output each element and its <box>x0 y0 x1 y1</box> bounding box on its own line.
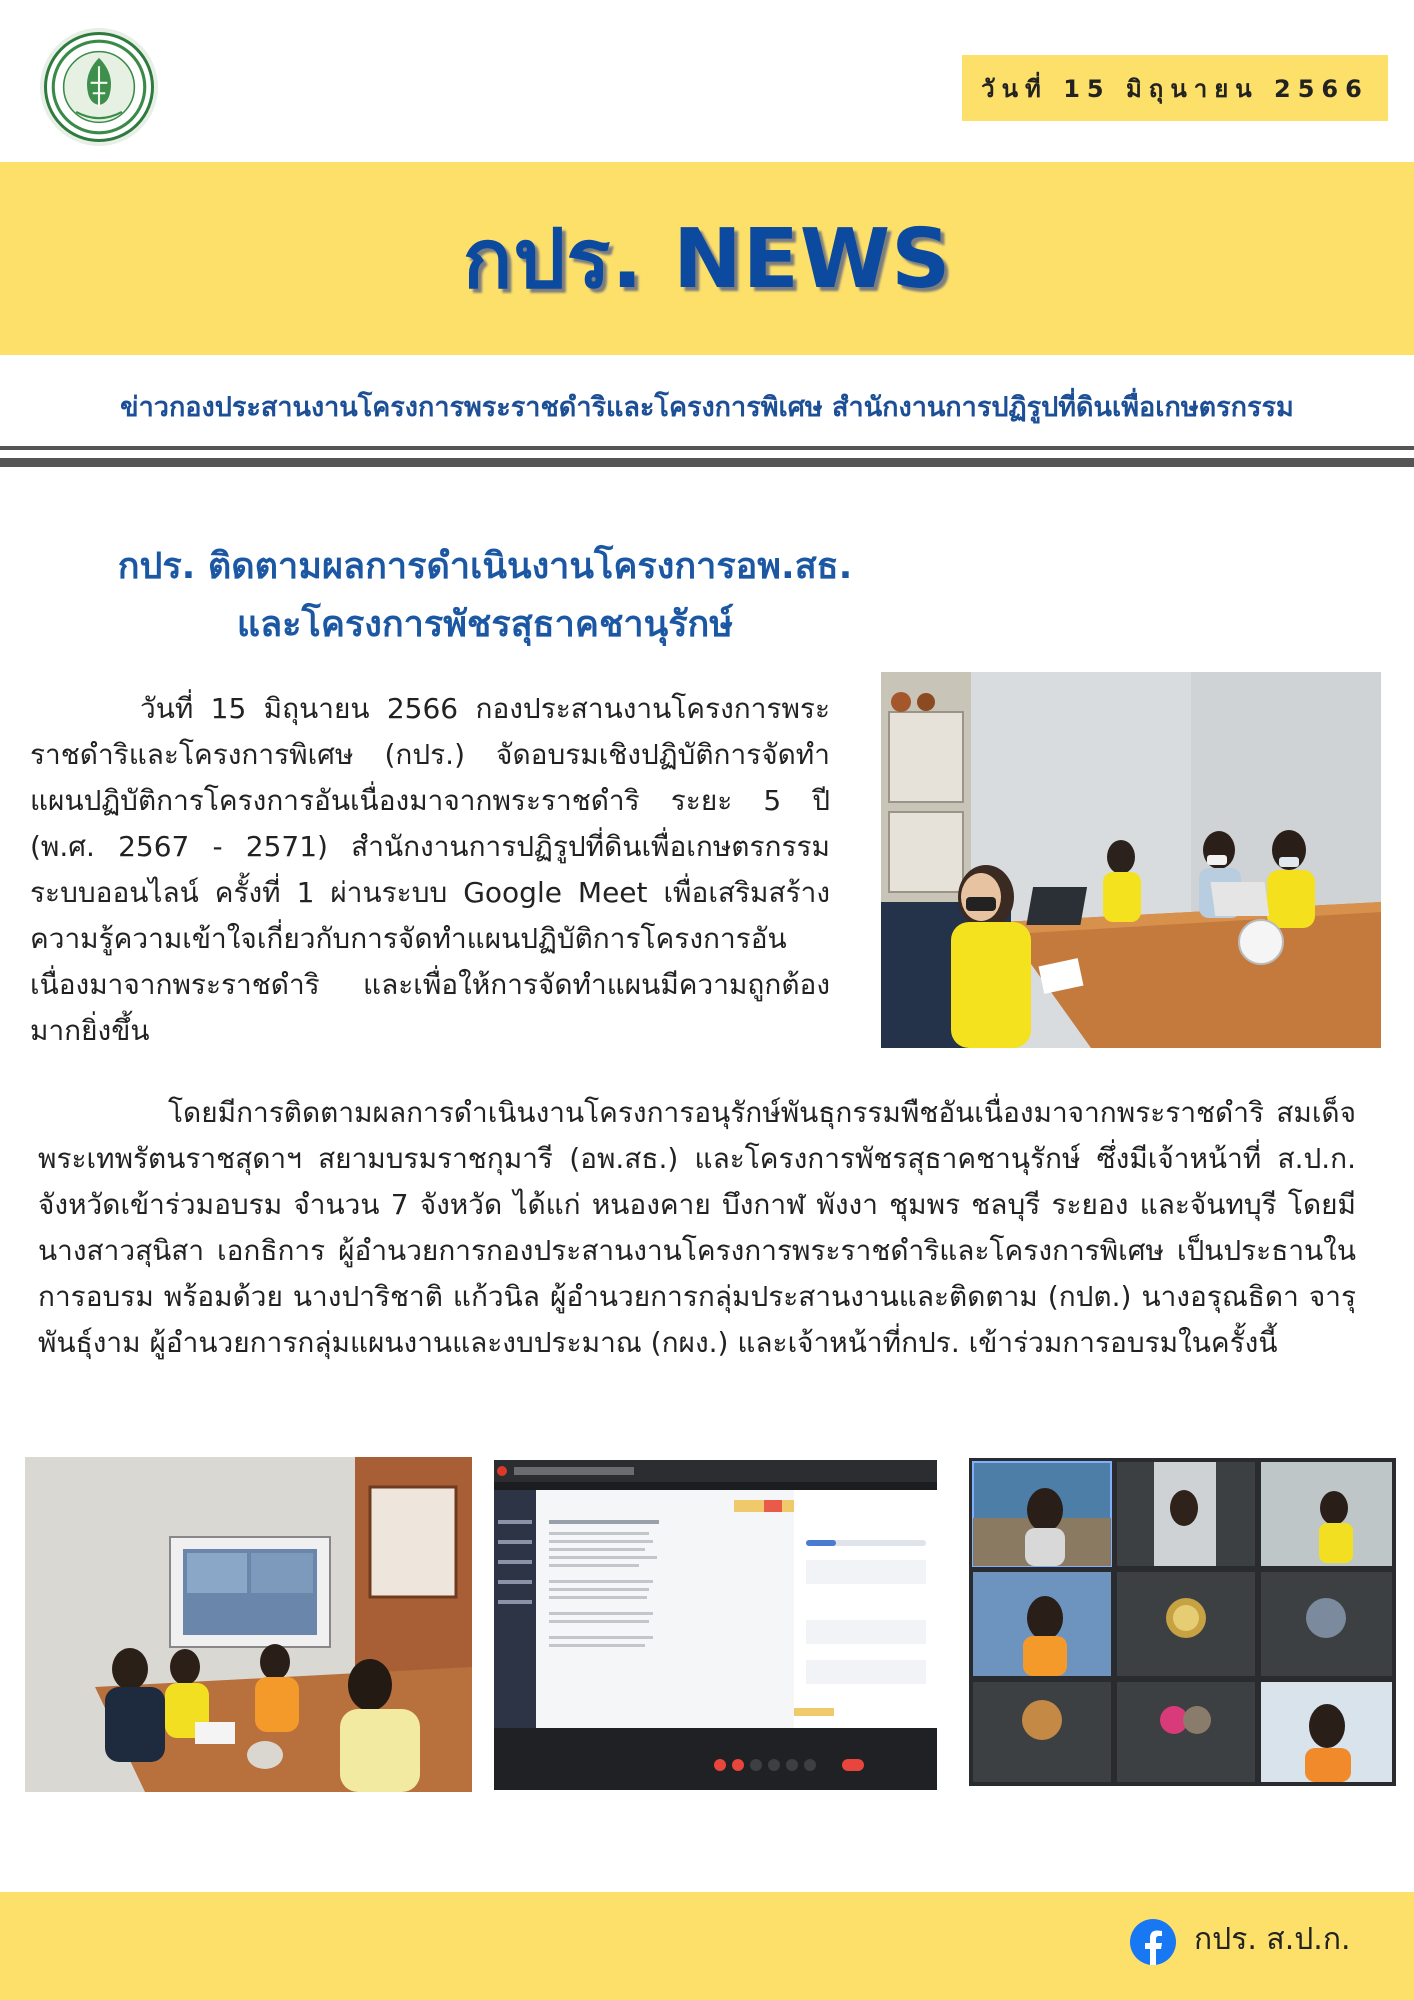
masthead-title: กปร. NEWS <box>462 211 952 307</box>
divider-thick <box>0 458 1414 467</box>
article-headline <box>40 538 930 654</box>
facebook-icon[interactable] <box>1130 1919 1176 1965</box>
training-room-photo <box>25 1457 472 1792</box>
video-call-grid-photo <box>969 1458 1396 1786</box>
article-paragraph-1: วันที่ 15 มิถุนายน 2566 กองประสานงานโครงการพระราชดำริและโครงการพิเศษ (กปร.) จัดอบรมเชิงปฏิบัติการจัดทำแผนปฏิบัติการโครงการอันเนื่องมาจากพระราชดำริ ระยะ 5 ปี (พ.ศ. 2567 - 2571) สำนักงานการปฏิรูปที่ดินเพื่อเกษตรกรรม ระบบออนไลน์ ครั้งที่ 1 ผ่านระบบ Google Meet เพื่อเสริมสร้างความรู้ความเข้าใจเกี่ยวกับการจัดทำแผนปฏิบัติการโครงการอันเนื่องมาจากพระราชดำริ และเพื่อให้การจัดทำแผนมีความถูกต้องมากยิ่งขึ้น <box>30 692 830 1047</box>
alro-logo <box>44 32 154 142</box>
meeting-room-photo <box>881 672 1381 1048</box>
masthead-subtitle: ข่าวกองประสานงานโครงการพระราชดำริและโครงการพิเศษ สำนักงานการปฏิรูปที่ดินเพื่อเกษตรกรรม <box>120 392 1294 423</box>
article-paragraph-2: โดยมีการติดตามผลการดำเนินงานโครงการอนุรักษ์พันธุกรรมพืชอันเนื่องมาจากพระราชดำริ สมเด็จพระเทพรัตนราชสุดาฯ สยามบรมราชกุมารี (อพ.สธ.) และโครงการพัชรสุธาคชานุรักษ์ ซึ่งมีเจ้าหน้าที่ ส.ป.ก. จังหวัดเข้าร่วมอบรม จำนวน 7 จังหวัด ได้แก่ หนองคาย บึงกาฬ พังงา ชุมพร ชลบุรี ระยอง และจันทบุรี โดยมีนางสาวสุนิสา เอกธิการ ผู้อำนวยการกองประสานงานโครงการพระราชดำริและโครงการพิเศษ เป็นประธานในการอบรม พร้อมด้วย นางปาริชาติ แก้วนิล ผู้อำนวยการกลุ่มประสานงานและติดตาม (กปต.) นางอรุณธิดา จารุพันธุ์งาม ผู้อำนวยการกลุ่มแผนงานและงบประมาณ (กผง.) และเจ้าหน้าที่กปร. เข้าร่วมการอบรมในครั้งนี้ <box>38 1096 1356 1359</box>
online-meeting-screen-photo <box>494 1460 937 1790</box>
divider-thin <box>0 446 1414 450</box>
issue-date: วันที่ 15 มิถุนายน 2566 <box>962 55 1388 121</box>
facebook-page-name[interactable]: กปร. ส.ป.ก. <box>1194 1922 1351 1957</box>
headline-line-1: กปร. ติดตามผลการดำเนินงานโครงการอพ.สธ. <box>117 546 853 587</box>
headline-line-2: และโครงการพัชรสุธาคชานุรักษ์ <box>236 604 734 645</box>
masthead-banner <box>0 162 1414 355</box>
